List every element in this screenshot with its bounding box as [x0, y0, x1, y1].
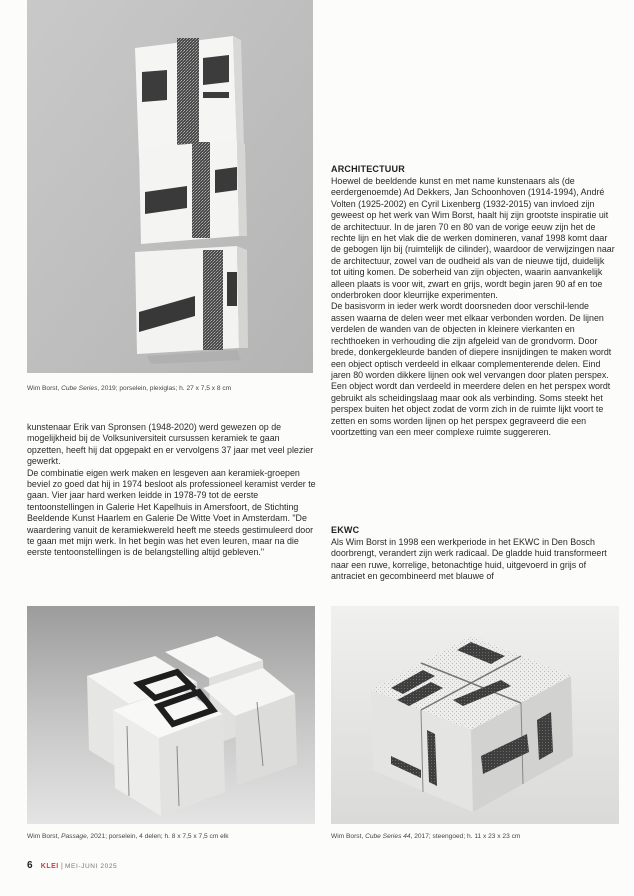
photo-passage — [27, 606, 315, 824]
caption-passage: Wim Borst, Passage, 2021; porselein, 4 delen; h. 8 x 7,5 x 7,5 cm elk — [27, 833, 229, 840]
photo-cube-series — [27, 0, 313, 373]
paragraph: Als Wim Borst in 1998 een werkperiode in het EKWC in Den Bosch doorbrengt, verandert zijn werk radicaal. De gladde huid transformeert naar een ruwe, korrelige, betonachtige huid, uitgevoerd in grijs of antraciet en gecombineerd met blauwe of — [331, 537, 607, 582]
page-number: 6 — [27, 860, 33, 871]
caption-cube-series-44: Wim Borst, Cube Series 44, 2017; steengoed; h. 11 x 23 x 23 cm — [331, 833, 521, 840]
page-footer — [27, 860, 117, 871]
caption-cube-series: Wim Borst, Cube Series, 2019; porselein, plexiglas; h. 27 x 7,5 x 8 cm — [27, 385, 232, 392]
architectuur-text — [331, 176, 615, 438]
left-column-text — [27, 422, 317, 559]
footer-separator: | — [60, 863, 63, 870]
issue-label: MEI-JUNI 2025 — [65, 863, 118, 870]
paragraph: De combinatie eigen werk maken en lesgeven aan keramiek-groepen beviel zo goed dat hij in 1974 besloot als professioneel keramist verder te gaan. Vier jaar hard werken leidde in 1978-79 tot de eerste tentoonstellingen in Galerie Het Kapelhuis in Amersfoort, de Stichting Beeldende Kunst Haarlem en Galerie De Witte Voet in Amsterdam. "De waardering vanuit de keramiekwereld heeft me steeds gestimuleerd door te gaan met mijn werk. In het begin was het even leuren, maar na die eerste tentoonstellingen is de belangstelling altijd gebleven." — [27, 467, 316, 558]
paragraph: Hoewel de beeldende kunst en met name kunstenaars als (de eerdergenoemde) Ad Dekkers, Jan Schoonhoven (1914-1994), André Volten (1925-2002) en Cyril Lixenberg (1932-2015) van invloed zijn geweest op het werk van Wim Borst, haalt hij zijn grootste inspiratie uit de architectuur. In de jaren 70 en 80 van de vorige eeuw zijn het de rechte lijn en het vlak die de werken domineren, vanaf 1998 komt daar de gebogen lijn bij (ruimtelijk de cilinder), waardoor de verwijzingen naar de architectuur, zowel van de oudheid als van de nieuwe tijd, duidelijk tot uiting komen. De soberheid van zijn objecten, waarin aanvankelijk alleen plaats is voor wit, zwart en grijs, wordt begin jaren 90 af en toe onderbroken door kleurrijke experimenten. — [331, 176, 615, 301]
ekwc-text — [331, 537, 615, 583]
magazine-name: KLEI — [40, 863, 59, 870]
paragraph: kunstenaar Erik van Spronsen (1948-2020) werd gewezen op de mogelijkheid bij de Volksuniversiteit cursussen keramiek te gaan opzetten, heeft hij dat opgepakt en er vervolgens 37 jaar met veel plezier gewerkt. — [27, 422, 314, 467]
paragraph: De basisvorm in ieder werk wordt doorsneden door verschil-lende assen waarna de delen weer met elkaar verbonden worden. De lijnen verdelen de wanden van de objecten in kleinere vierkanten en rechthoeken in verhouding die zijn afgeleid van de grondvorm. Door brede, donkergekleurde banden of diepere insnijdingen te maken wordt een object optisch verdeeld in elkaar complementerende delen. Eind jaren 80 worden dikkere lijnen ook wel vervangen door platen perspex. Een object wordt dan verdeeld in meerdere delen en het perspex wordt gebruikt als scheidingslaag maar ook als verbinding. Soms steekt het perspex buiten het object zodat de vorm zich in de ruimte lijkt voort te zetten en soms worden lijnen op het perspex gegraveerd die een voortzetting van een meer complexe ruimte suggereren. — [331, 301, 612, 437]
heading-architectuur: ARCHITECTUUR — [331, 164, 405, 174]
photo-cube-series-44 — [331, 606, 619, 824]
heading-ekwc: EKWC — [331, 525, 360, 535]
